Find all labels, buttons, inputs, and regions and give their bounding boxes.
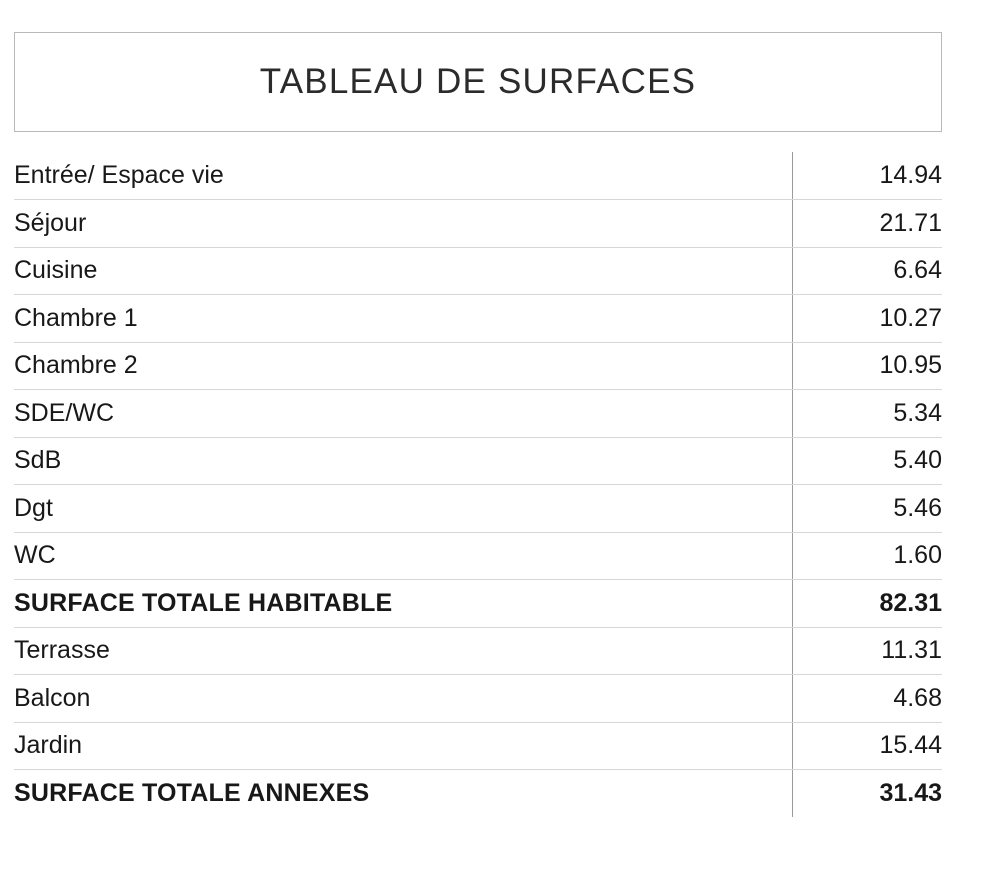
total-label: SURFACE TOTALE HABITABLE [14,580,792,628]
total-area: 31.43 [879,779,942,807]
surfaces-table [14,152,942,817]
room-area: 5.46 [792,485,942,533]
table-row [14,247,942,295]
table-row [14,390,942,438]
room-label: WC [14,532,792,580]
table-row [14,295,942,343]
room-area: 6.64 [792,247,942,295]
room-area: 4.68 [792,675,942,723]
surfaces-table-container [14,152,942,817]
room-label: Chambre 2 [14,342,792,390]
room-area: 21.71 [792,200,942,248]
room-area: 11.31 [792,627,942,675]
room-label: SdB [14,437,792,485]
room-label: Jardin [14,722,792,770]
surfaces-table-body [14,152,942,817]
room-label: Entrée/ Espace vie [14,152,792,200]
room-label: Chambre 1 [14,295,792,343]
room-label: Balcon [14,675,792,723]
title-box [14,32,942,132]
room-label: Terrasse [14,627,792,675]
table-row-total-habitable [14,580,942,628]
table-row [14,675,942,723]
table-row [14,437,942,485]
total-label: SURFACE TOTALE ANNEXES [14,770,792,818]
room-label: SDE/WC [14,390,792,438]
table-row [14,342,942,390]
room-label: Dgt [14,485,792,533]
room-area: 10.27 [792,295,942,343]
table-row [14,152,942,200]
table-row [14,722,942,770]
table-row [14,485,942,533]
room-area: 5.34 [792,390,942,438]
total-area: 82.31 [792,580,942,628]
table-row [14,200,942,248]
room-area: 14.94 [792,152,942,200]
room-area: 1.60 [792,532,942,580]
page-title: TABLEAU DE SURFACES [259,62,697,101]
table-row [14,532,942,580]
room-area: 10.95 [792,342,942,390]
room-label: Cuisine [14,247,792,295]
room-area: 5.40 [792,437,942,485]
table-row-total-annexes [14,770,942,818]
table-row [14,627,942,675]
room-area: 15.44 [792,722,942,770]
room-label: Séjour [14,200,792,248]
